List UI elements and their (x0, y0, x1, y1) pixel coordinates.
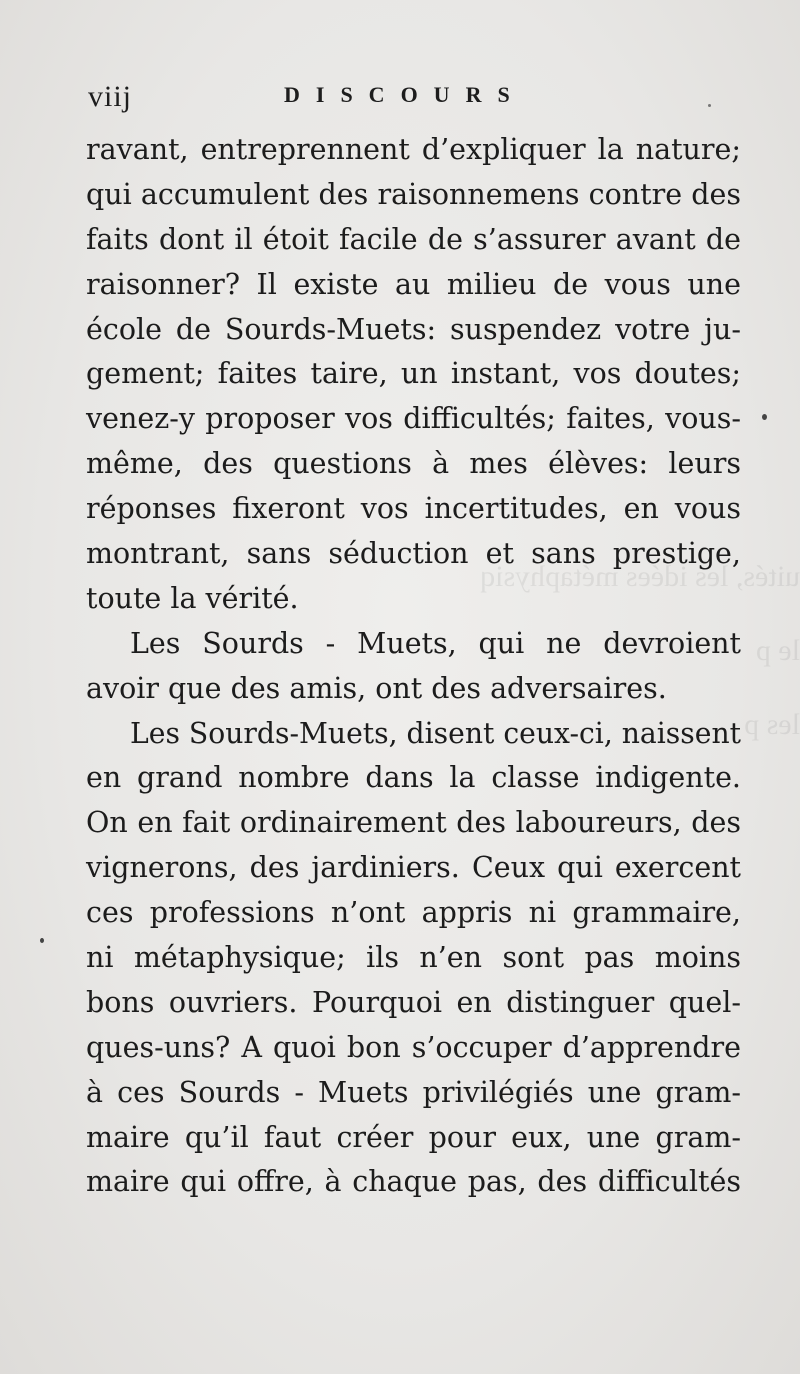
text-line: avoir que des amis, ont des adversaires. (86, 671, 667, 705)
text-line: bons ouvriers. Pourquoi en distinguer quel- (86, 985, 741, 1019)
show-through-from-reverse: uités, les idées métaphysiq le p les p (480, 560, 800, 741)
paper-speck (40, 938, 44, 943)
text-line: qui accumulent des raisonnemens contre des (86, 177, 741, 211)
text-line: raisonner? Il existe au milieu de vous une (86, 267, 741, 301)
text-line: ques-uns? A quoi bon s’occuper d’apprendre (86, 1030, 741, 1064)
text-line: vignerons, des jardiniers. Ceux qui exercent (86, 851, 741, 885)
text-line: gement; faites taire, un instant, vos doutes; (86, 357, 741, 391)
text-line: maire qui offre, à chaque pas, des difficultés (86, 1165, 741, 1199)
running-head: DISCOURS (284, 82, 526, 107)
text-line: ravant, entreprennent d’expliquer la nature; (86, 133, 741, 166)
text-line: On en fait ordinairement des laboureurs, des (86, 806, 741, 840)
text-line: venez-y proposer vos difficultés; faites, vous- (86, 402, 741, 436)
paper-speck (762, 414, 767, 420)
text-line: toute la vérité. (86, 581, 299, 615)
text-line: Les Sourds-Muets, disent ceux-ci, naissent (130, 716, 741, 750)
page-number: viij (88, 80, 133, 113)
text-line: réponses fixeront vos incertitudes, en vous (86, 492, 741, 526)
text-line: ces professions n’ont appris ni grammaire, (86, 896, 741, 930)
text-line: en grand nombre dans la classe indigente. (86, 761, 741, 795)
paper-speck (708, 104, 711, 107)
text-line: même, des questions à mes élèves: leurs (86, 447, 741, 481)
text-line: montrant, sans séduction et sans prestige, (86, 537, 741, 571)
body-text (86, 128, 741, 1205)
text-line: Les Sourds - Muets, qui ne devroient (130, 626, 741, 660)
text-line: maire qu’il faut créer pour eux, une gram- (86, 1120, 741, 1154)
text-line: faits dont il étoit facile de s’assurer avant de (86, 222, 741, 256)
text-line: école de Sourds-Muets: suspendez votre ju- (86, 312, 741, 346)
text-line: ni métaphysique; ils n’en sont pas moins (86, 941, 741, 975)
text-line: à ces Sourds - Muets privilégiés une gram- (86, 1075, 741, 1109)
